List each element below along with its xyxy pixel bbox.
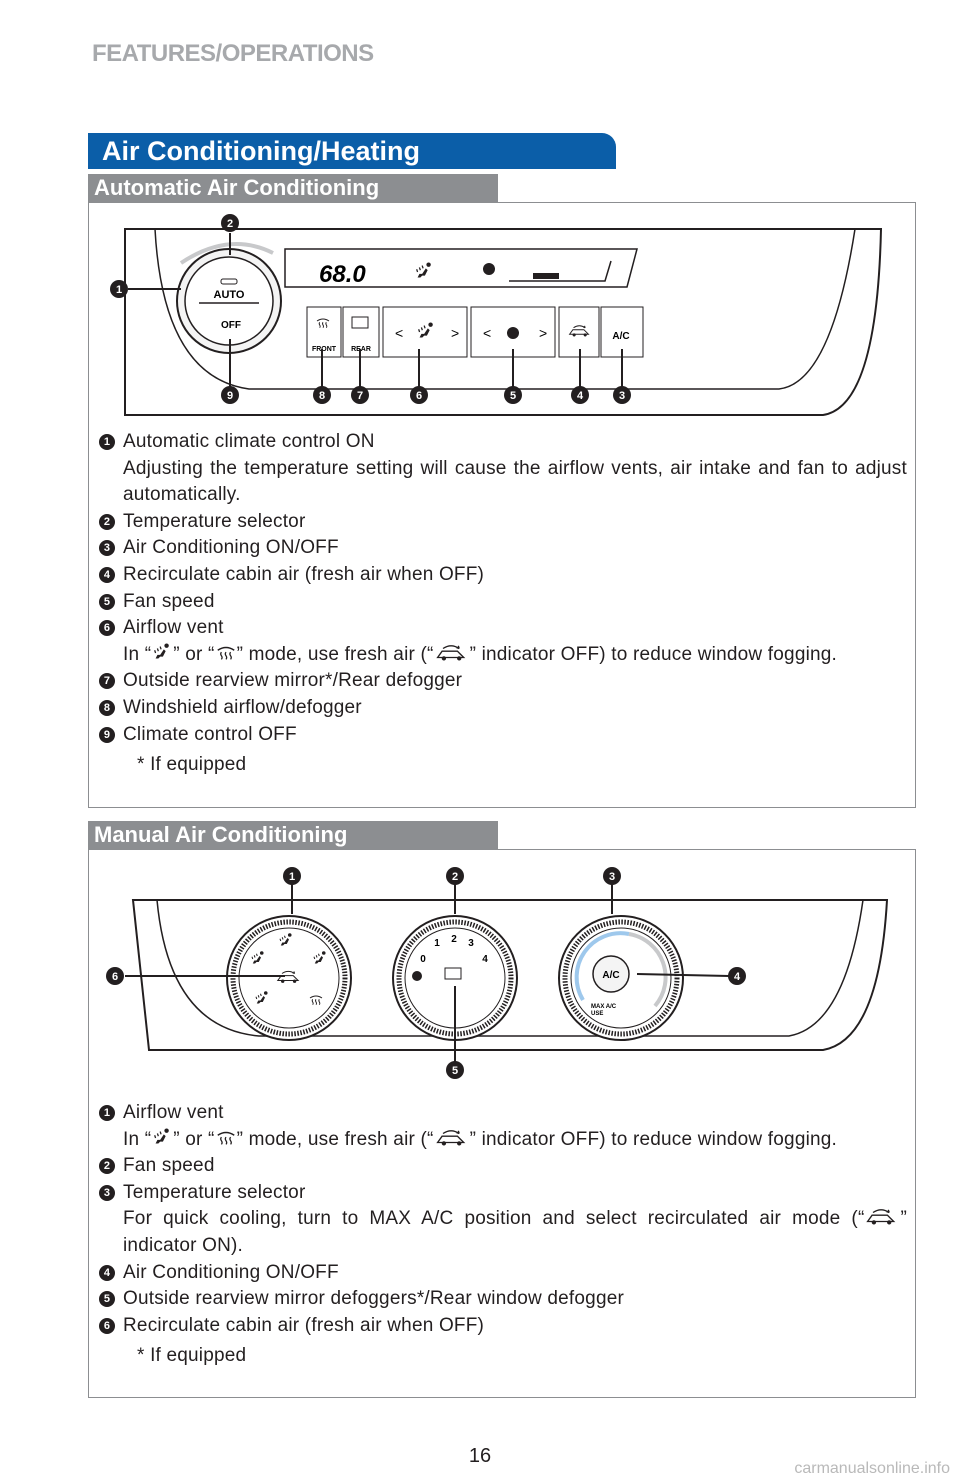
- svg-text:9: 9: [226, 390, 234, 402]
- manual-ac-legend: [99, 1100, 915, 1370]
- display-temperature: 68.0: [319, 261, 366, 288]
- footnote: * If equipped: [137, 1345, 247, 1367]
- svg-text:>: >: [451, 325, 460, 341]
- page-title: Air Conditioning/Heating: [88, 133, 616, 169]
- svg-text:6: 6: [111, 971, 119, 983]
- svg-text:4: 4: [733, 971, 741, 983]
- list-item: 1 Airflow vent In “ ” or “ ” mode, use fresh air (“ ” indicator OFF) to reduce window fogging.: [99, 1100, 915, 1153]
- list-item: 2 Temperature selector: [99, 509, 915, 536]
- section-header: FEATURES/OPERATIONS: [92, 40, 374, 67]
- svg-text:3: 3: [468, 938, 474, 949]
- svg-text:<: <: [395, 325, 404, 341]
- manual-ac-box: [88, 849, 916, 1398]
- svg-text:>: >: [539, 325, 548, 341]
- watermark: carmanualsonline.info: [794, 1460, 950, 1477]
- auto-button-label: AUTO: [213, 289, 245, 301]
- svg-text:4: 4: [482, 954, 488, 965]
- manual-ac-title: Manual Air Conditioning: [88, 821, 498, 849]
- recirculate-icon: [864, 1206, 900, 1228]
- recirculate-icon: [434, 642, 470, 664]
- svg-text:2: 2: [451, 934, 457, 945]
- ac-button-label: A/C: [602, 970, 620, 981]
- manual-ac-diagram: [89, 850, 915, 1090]
- max-ac-label: MAX A/C: [591, 1004, 617, 1010]
- svg-text:3: 3: [618, 390, 626, 402]
- auto-ac-box: [88, 202, 916, 808]
- foot-defrost-icon: [215, 1127, 237, 1149]
- list-item: 1 Automatic climate control ON Adjusting the temperature setting will cause the airflow vents, air intake and fan to adjust automatically.: [99, 429, 915, 509]
- auto-ac-title: Automatic Air Conditioning: [88, 174, 498, 202]
- svg-text:7: 7: [356, 390, 364, 402]
- recirculate-icon: [434, 1127, 470, 1149]
- svg-text:2: 2: [451, 871, 459, 883]
- auto-ac-legend: [99, 429, 915, 779]
- svg-text:6: 6: [415, 390, 423, 402]
- svg-text:1: 1: [288, 871, 296, 883]
- off-button-label: OFF: [221, 320, 241, 331]
- front-defrost-label: FRONT: [311, 346, 337, 353]
- auto-ac-diagram: [89, 203, 915, 423]
- svg-text:3: 3: [608, 871, 616, 883]
- svg-text:2: 2: [226, 218, 234, 230]
- list-item: 9 Climate control OFF: [99, 722, 915, 749]
- ac-button-label: A/C: [612, 331, 630, 342]
- list-item: 5 Fan speed: [99, 589, 915, 616]
- list-item: 2 Fan speed: [99, 1153, 915, 1180]
- svg-text:8: 8: [318, 390, 326, 402]
- list-item: 5 Outside rearview mirror defoggers*/Rear window defogger: [99, 1286, 915, 1313]
- rear-defrost-label: REAR: [351, 346, 371, 353]
- svg-text:5: 5: [509, 390, 517, 402]
- use-label: USE: [591, 1011, 604, 1017]
- footnote: * If equipped: [137, 754, 247, 776]
- list-item: 6 Airflow vent In “ ” or “ ” mode, use fresh air (“ ” indicator OFF) to reduce window fogging.: [99, 615, 915, 668]
- svg-text:4: 4: [576, 390, 584, 402]
- foot-defrost-icon: [215, 642, 237, 664]
- svg-text:<: <: [483, 325, 492, 341]
- svg-text:1: 1: [115, 284, 123, 296]
- list-item: 8 Windshield airflow/defogger: [99, 695, 915, 722]
- svg-text:0: 0: [420, 954, 426, 965]
- list-item: 4 Recirculate cabin air (fresh air when OFF): [99, 562, 915, 589]
- list-item: 6 Recirculate cabin air (fresh air when OFF): [99, 1313, 915, 1340]
- foot-airflow-icon: [151, 1127, 173, 1149]
- foot-airflow-icon: [151, 642, 173, 664]
- svg-text:5: 5: [451, 1065, 459, 1077]
- list-item: 3 Air Conditioning ON/OFF: [99, 535, 915, 562]
- list-item: 4 Air Conditioning ON/OFF: [99, 1260, 915, 1287]
- svg-text:1: 1: [434, 938, 440, 949]
- page-number: 16: [468, 1445, 492, 1467]
- list-item: 7 Outside rearview mirror*/Rear defogger: [99, 668, 915, 695]
- list-item: 3 Temperature selector For quick cooling, turn to MAX A/C position and select recirculated air mode (“ ” indicator ON).: [99, 1180, 915, 1260]
